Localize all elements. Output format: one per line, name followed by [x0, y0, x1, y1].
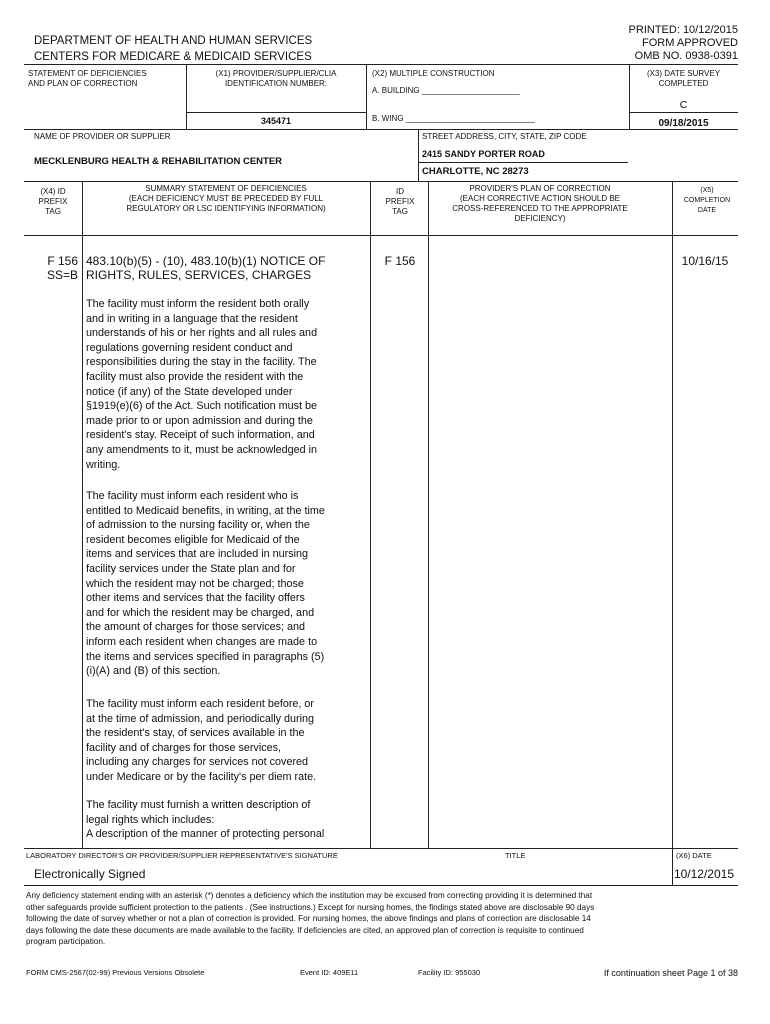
provider-name: MECKLENBURG HEALTH & REHABILITATION CENTER [34, 156, 283, 167]
disclaimer-text: Any deficiency statement ending with an asterisk (*) denotes a deficiency which the institution may be excused from correcting providing it is determined that other safeguards provide sufficient protection to the patients . (See instructions.) Except for nursing homes, the findings stated above are disclosable 90 days following the date of survey whether or not a plan of correction is provided. For nursing homes, the above findings and plans of correction are disclosable 14 days following the date these documents are made available to the facility. If deficiencies are cited, an approved plan of correction is requisite to continued program participation. [26, 891, 595, 947]
provider-number: 345471 [260, 116, 292, 126]
column-header-bottom [24, 235, 738, 236]
signature-label: LABORATORY DIRECTOR'S OR PROVIDER/SUPPLIER REPRESENTATIVE'S SIGNATURE [26, 851, 338, 860]
deficiency-paragraph: The facility must inform each resident before, or at the time of admission, and periodically during the resident's stay, of services available in the facility and of charges for those services, including any charges for services not covered under Medicare or by the facility's per diem rate. [86, 698, 317, 783]
x3-value-line [629, 112, 738, 113]
summary-column-divider [370, 181, 371, 848]
top-box-border [24, 64, 738, 65]
address-inner-line [418, 162, 628, 163]
column-header-top [24, 181, 738, 182]
event-id: Event ID: 409E11 [300, 968, 359, 977]
id-prefix-header: ID PREFIX TAG [385, 187, 415, 216]
agency-title: CENTERS FOR MEDICARE & MEDICAID SERVICES [34, 51, 312, 63]
x1-value-line [186, 112, 366, 113]
building-label: A. BUILDING ______________________ [372, 86, 520, 95]
statement-label: STATEMENT OF DEFICIENCIES AND PLAN OF CORRECTION [28, 69, 147, 88]
survey-date: 09/18/2015 [658, 118, 709, 129]
form-number: FORM CMS-2567(02-99) Previous Versions Obsolete [26, 968, 205, 977]
city-state-zip: CHARLOTTE, NC 28273 [422, 166, 529, 177]
x2-divider [366, 64, 367, 129]
address-divider [418, 129, 419, 181]
body-bottom-line [24, 848, 738, 849]
completion-date: 10/16/15 [681, 254, 729, 268]
deficiency-paragraph: The facility must furnish a written description of legal rights which includes: A description of the manner of protecting personal [86, 799, 325, 841]
plan-tag: F 156 [384, 254, 416, 268]
wing-label: B. WING _____________________________ [372, 114, 535, 123]
page-indicator: If continuation sheet Page 1 of 38 [603, 968, 738, 978]
scope-severity: SS=B [46, 268, 78, 282]
printed-date: PRINTED: 10/12/2015 [628, 24, 738, 36]
x5-header: (X5) COMPLETION DATE [683, 187, 731, 214]
signature-date: 10/12/2015 [673, 867, 734, 881]
street-address: 2415 SANDY PORTER ROAD [422, 149, 545, 159]
form-approved: FORM APPROVED [642, 37, 738, 49]
plan-column-divider [672, 181, 673, 848]
provider-name-label: NAME OF PROVIDER OR SUPPLIER [34, 132, 171, 141]
deficiency-title-line2: RIGHTS, RULES, SERVICES, CHARGES [86, 268, 312, 282]
survey-code: C [679, 99, 688, 111]
deficiency-paragraph: The facility must inform each resident who is entitled to Medicaid benefits, in writing, at the time of admission to the nursing facility or, when the resident becomes eligible for Medicaid of the items and services that are included in nursing facility services under the State plan and for which the resident may not be charged; those other items and services that the facility offers and for which the resident may be charged, and the amount of charges for those services; and inform each resident when changes are made to the items and services specified in paragraphs (5) (i)(A) and (B) of this section. [86, 490, 325, 678]
signature-value: Electronically Signed [34, 867, 146, 881]
omb-number: OMB NO. 0938-0391 [634, 50, 738, 62]
x4-id-header: (X4) ID PREFIX TAG [38, 187, 68, 216]
x4-column-divider [82, 181, 83, 848]
department-title: DEPARTMENT OF HEALTH AND HUMAN SERVICES [34, 35, 313, 47]
x1-label: (X1) PROVIDER/SUPPLIER/CLIA IDENTIFICATION NUMBER: [215, 69, 337, 88]
deficiency-tag: F 156 [47, 254, 78, 268]
deficiency-title-line1: 483.10(b)(5) - (10), 483.10(b)(1) NOTICE OF [86, 254, 326, 268]
x6-date-label: (X6) DATE [676, 851, 712, 860]
facility-id: Facility ID: 955030 [418, 968, 481, 977]
title-label: TITLE [505, 851, 526, 860]
deficiency-paragraph: The facility must inform the resident both orally and in writing in a language that the resident understands of his or her rights and all rules and regulations governing resident conduct and responsibilities during the stay in the facility. The facility must also provide the resident with the notice (if any) of the State developed under §1919(e)(6) of the Act. Such notification must be made prior to or upon admission and during the resident's stay. Receipt of such information, and any amendments to it, must be acknowledged in writing. [86, 298, 318, 471]
x2-label: (X2) MULTIPLE CONSTRUCTION [372, 69, 495, 78]
address-label: STREET ADDRESS, CITY, STATE, ZIP CODE [422, 132, 587, 141]
id-column-divider [428, 181, 429, 848]
x3-label: (X3) DATE SURVEY COMPLETED [646, 69, 721, 88]
signature-bottom-line [24, 885, 738, 886]
summary-header: SUMMARY STATEMENT OF DEFICIENCIES (EACH DEFICIENCY MUST BE PRECEDED BY FULL REGULATORY OR LSC IDENTIFYING INFORMATION) [126, 184, 326, 213]
plan-header: PROVIDER'S PLAN OF CORRECTION (EACH CORRECTIVE ACTION SHOULD BE CROSS-REFERENCED TO THE APPROPRIATE DEFICIENCY) [452, 184, 628, 223]
